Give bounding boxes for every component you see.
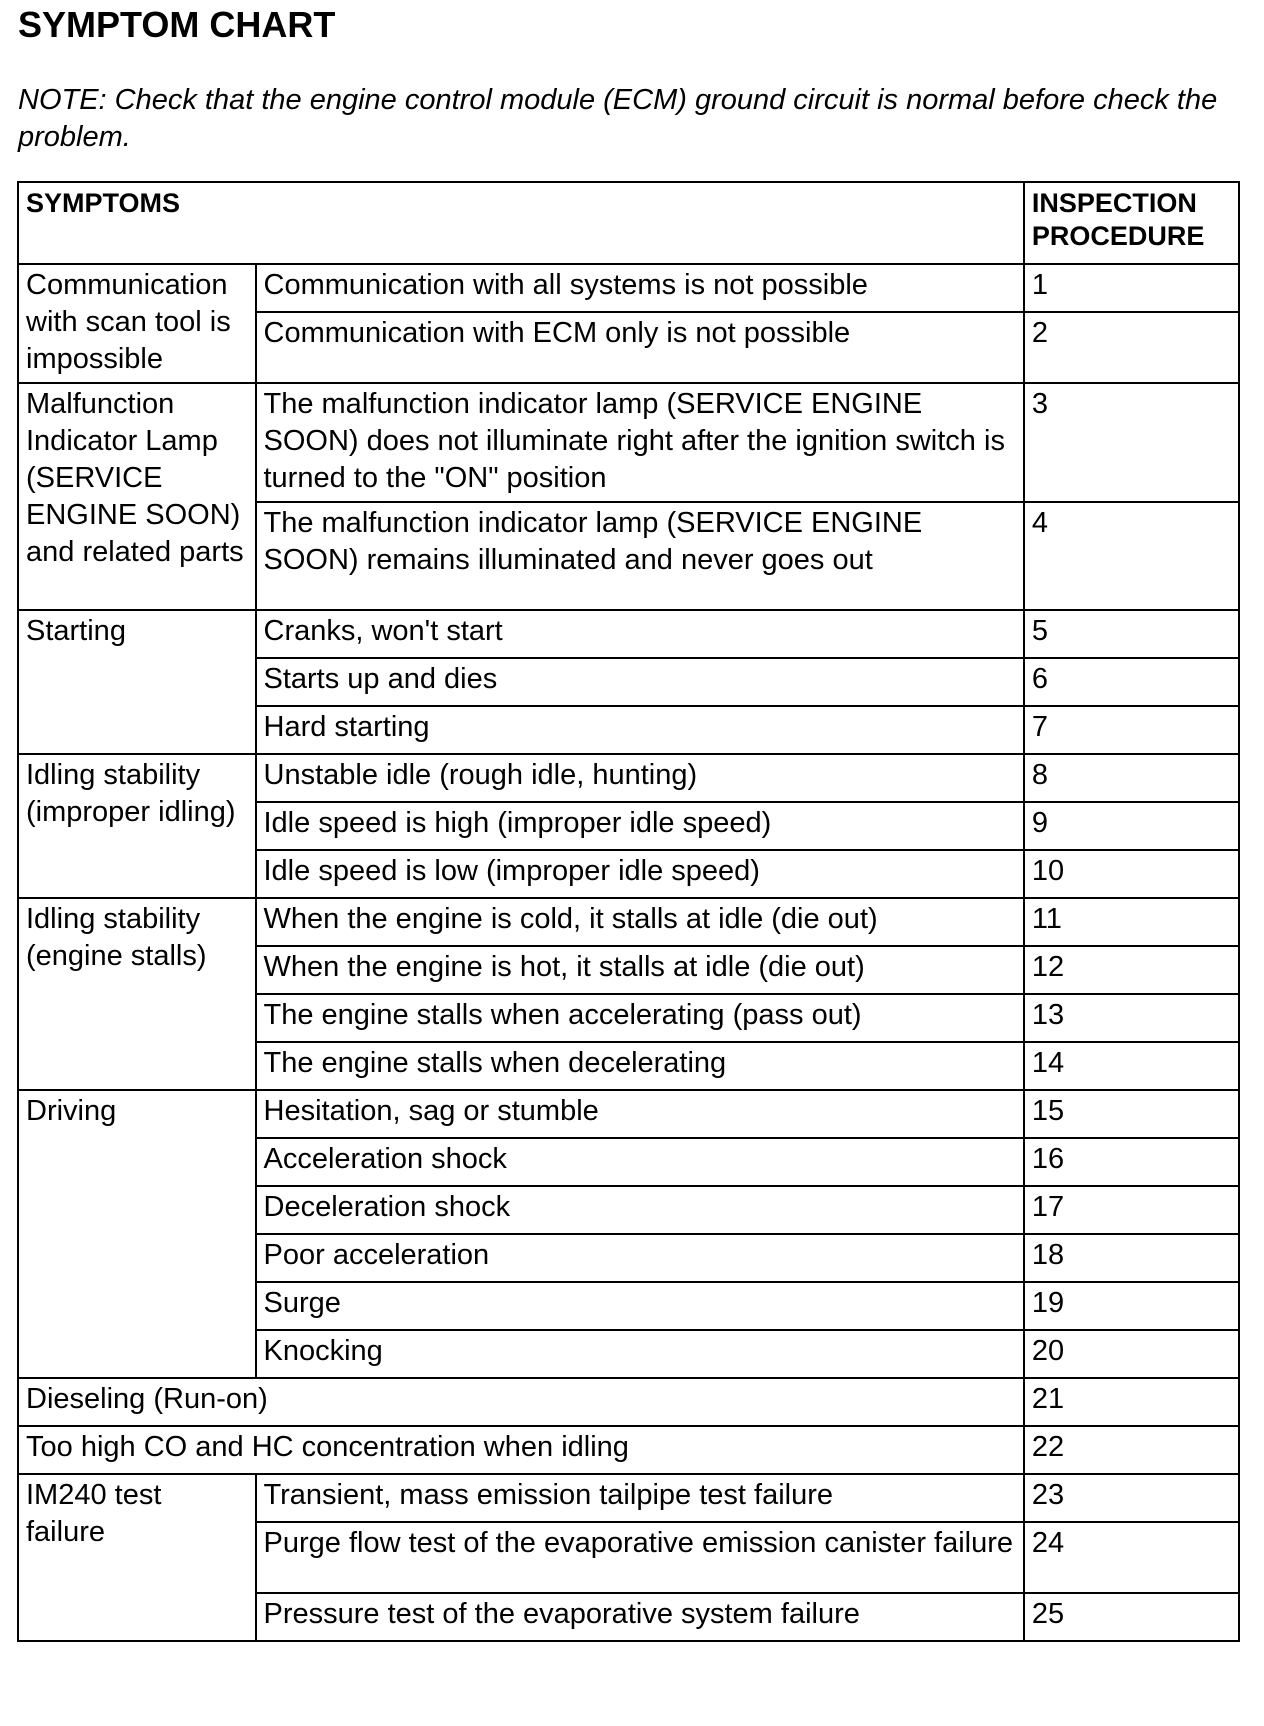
procedure-cell: 15	[1024, 1090, 1239, 1138]
symptom-cell: Too high CO and HC concentration when idling	[18, 1426, 1024, 1474]
symptom-cell: Knocking	[256, 1330, 1024, 1378]
symptom-cell: Deceleration shock	[256, 1186, 1024, 1234]
procedure-cell: 3	[1024, 383, 1239, 502]
category-cell: Communication with scan tool is impossible	[18, 264, 256, 383]
header-inspection-procedure: INSPECTION PROCEDURE	[1024, 182, 1239, 264]
table-row	[18, 754, 1239, 802]
symptom-cell: Communication with ECM only is not possible	[256, 312, 1024, 383]
procedure-cell: 7	[1024, 706, 1239, 754]
procedure-cell: 13	[1024, 994, 1239, 1042]
category-cell: Idling stability (improper idling)	[18, 754, 256, 898]
symptom-table	[17, 181, 1240, 1642]
symptom-cell: The malfunction indicator lamp (SERVICE ENGINE SOON) does not illuminate right after the ignition switch is turned to the "ON" position	[256, 383, 1024, 502]
table-row	[18, 1378, 1239, 1426]
procedure-cell: 6	[1024, 658, 1239, 706]
table-row	[18, 264, 1239, 312]
symptom-cell: The engine stalls when accelerating (pass out)	[256, 994, 1024, 1042]
symptom-cell: Acceleration shock	[256, 1138, 1024, 1186]
procedure-cell: 23	[1024, 1474, 1239, 1522]
category-cell: Malfunction Indicator Lamp (SERVICE ENGINE SOON) and related parts	[18, 383, 256, 610]
procedure-cell: 17	[1024, 1186, 1239, 1234]
symptom-cell: Starts up and dies	[256, 658, 1024, 706]
symptom-cell: Hesitation, sag or stumble	[256, 1090, 1024, 1138]
procedure-cell: 8	[1024, 754, 1239, 802]
procedure-cell: 18	[1024, 1234, 1239, 1282]
category-cell: Driving	[18, 1090, 256, 1378]
symptom-cell: Poor acceleration	[256, 1234, 1024, 1282]
page-title: SYMPTOM CHART	[18, 4, 336, 45]
symptom-cell: Purge flow test of the evaporative emission canister failure	[256, 1522, 1024, 1593]
table-row	[18, 383, 1239, 502]
procedure-cell: 5	[1024, 610, 1239, 658]
symptom-cell: The malfunction indicator lamp (SERVICE ENGINE SOON) remains illuminated and never goes out	[256, 502, 1024, 610]
procedure-cell: 4	[1024, 502, 1239, 610]
category-cell: Starting	[18, 610, 256, 754]
symptom-cell: Communication with all systems is not possible	[256, 264, 1024, 312]
symptom-cell: Idle speed is high (improper idle speed)	[256, 802, 1024, 850]
procedure-cell: 16	[1024, 1138, 1239, 1186]
procedure-cell: 24	[1024, 1522, 1239, 1593]
procedure-cell: 1	[1024, 264, 1239, 312]
symptom-cell: Unstable idle (rough idle, hunting)	[256, 754, 1024, 802]
procedure-cell: 19	[1024, 1282, 1239, 1330]
table-header-row	[18, 182, 1239, 264]
symptom-cell: Idle speed is low (improper idle speed)	[256, 850, 1024, 898]
symptom-cell: Hard starting	[256, 706, 1024, 754]
symptom-cell: When the engine is cold, it stalls at idle (die out)	[256, 898, 1024, 946]
procedure-cell: 10	[1024, 850, 1239, 898]
symptom-cell: Pressure test of the evaporative system failure	[256, 1593, 1024, 1641]
symptom-cell: Dieseling (Run-on)	[18, 1378, 1024, 1426]
procedure-cell: 20	[1024, 1330, 1239, 1378]
header-symptoms: SYMPTOMS	[18, 182, 1024, 264]
table-row	[18, 1474, 1239, 1522]
symptom-cell: Cranks, won't start	[256, 610, 1024, 658]
table-row	[18, 1426, 1239, 1474]
table-row	[18, 898, 1239, 946]
procedure-cell: 21	[1024, 1378, 1239, 1426]
procedure-cell: 12	[1024, 946, 1239, 994]
procedure-cell: 2	[1024, 312, 1239, 383]
procedure-cell: 14	[1024, 1042, 1239, 1090]
procedure-cell: 22	[1024, 1426, 1239, 1474]
note-text: NOTE: Check that the engine control module (ECM) ground circuit is normal before check the problem.	[18, 84, 1218, 153]
procedure-cell: 11	[1024, 898, 1239, 946]
symptom-cell: Surge	[256, 1282, 1024, 1330]
table-row	[18, 610, 1239, 658]
category-cell: Idling stability (engine stalls)	[18, 898, 256, 1090]
symptom-cell: Transient, mass emission tailpipe test failure	[256, 1474, 1024, 1522]
procedure-cell: 25	[1024, 1593, 1239, 1641]
category-cell: IM240 test failure	[18, 1474, 256, 1641]
symptom-cell: When the engine is hot, it stalls at idle (die out)	[256, 946, 1024, 994]
table-row	[18, 1090, 1239, 1138]
procedure-cell: 9	[1024, 802, 1239, 850]
symptom-cell: The engine stalls when decelerating	[256, 1042, 1024, 1090]
